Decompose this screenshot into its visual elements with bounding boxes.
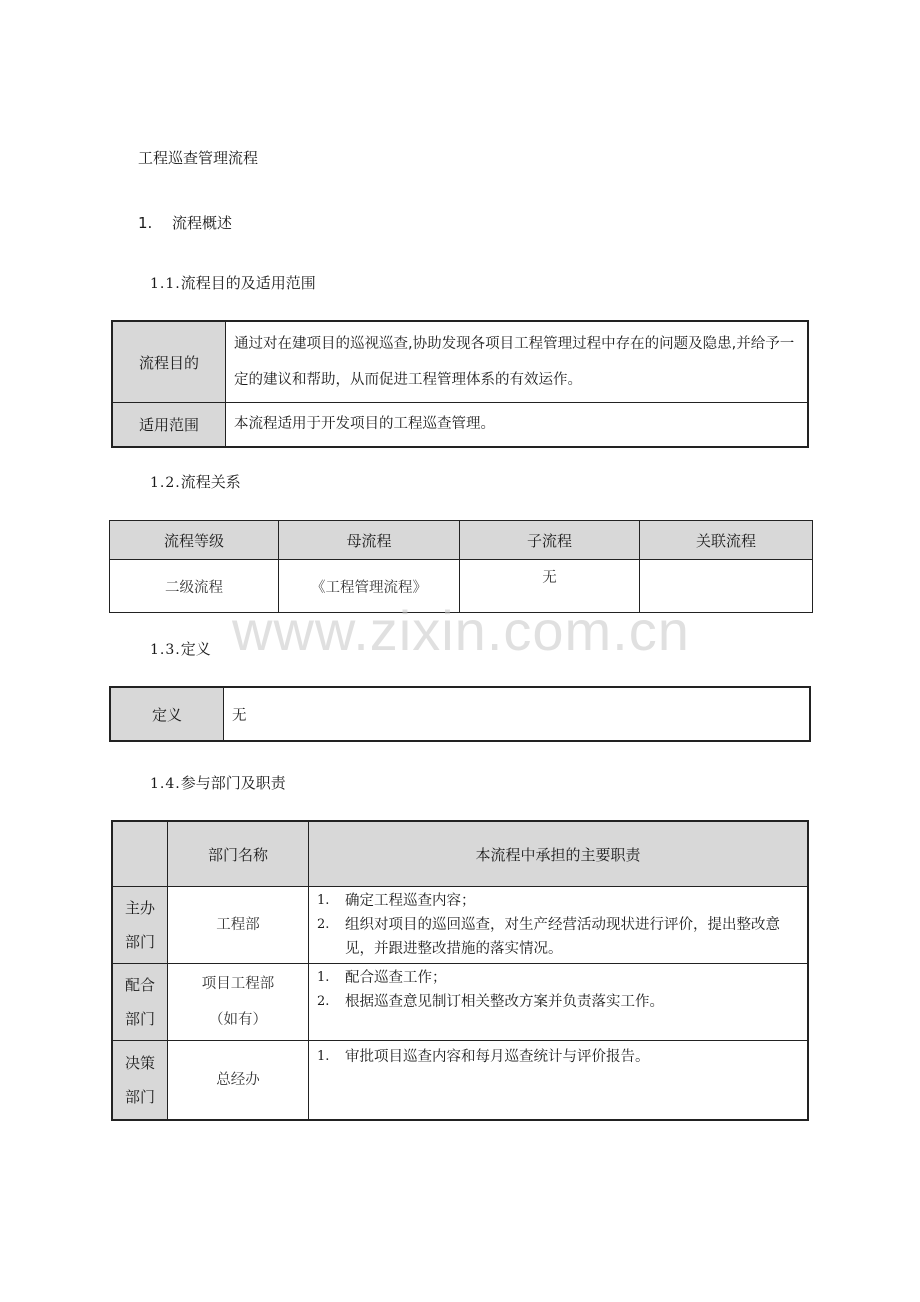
role-line: 配合	[124, 976, 155, 994]
dept-name	[168, 964, 309, 1041]
list-item	[317, 913, 799, 961]
duty-text: 配合巡查工作；	[345, 970, 447, 986]
scope-text: 本流程适用于开发项目的工程巡查管理。	[226, 403, 809, 447]
header-parent: 母流程	[279, 521, 460, 560]
header-dept-name: 部门名称	[168, 821, 309, 887]
scope-label: 适用范围	[112, 403, 226, 447]
section-1-number: 1.	[138, 214, 153, 232]
role-support	[112, 964, 168, 1041]
role-line: 决策	[124, 1054, 155, 1072]
dept-line: （如有）	[209, 1012, 267, 1028]
duties-cell	[309, 1041, 809, 1121]
list-item	[317, 889, 799, 913]
header-blank	[112, 821, 168, 887]
purpose-label: 流程目的	[112, 321, 226, 403]
table-row	[112, 887, 808, 964]
section-1-heading	[138, 212, 232, 233]
list-number: 2.	[317, 917, 330, 932]
section-1-1-heading	[150, 272, 316, 293]
section-1-4-number: 1.4.	[150, 776, 181, 792]
table-row	[112, 1041, 808, 1121]
dept-name: 总经办	[168, 1041, 309, 1121]
list-number: 1.	[317, 970, 330, 985]
duties-cell	[309, 964, 809, 1041]
role-decision	[112, 1041, 168, 1121]
document-title: 工程巡查管理流程	[138, 149, 259, 167]
duty-list	[317, 1045, 799, 1069]
list-number: 1.	[317, 1049, 330, 1064]
role-line: 主办	[124, 899, 155, 917]
header-duties: 本流程中承担的主要职责	[309, 821, 809, 887]
duty-list	[317, 966, 799, 1014]
definition-table	[109, 686, 811, 742]
table-row	[112, 403, 808, 447]
dept-line: 项目工程部	[201, 976, 275, 992]
section-1-3-title: 定义	[180, 640, 211, 658]
list-item	[317, 990, 799, 1014]
list-number: 2.	[317, 994, 330, 1009]
definition-label: 定义	[110, 687, 224, 741]
duty-list	[317, 889, 799, 961]
cell-level: 二级流程	[110, 560, 279, 613]
list-item	[317, 1045, 799, 1069]
section-1-2-title: 流程关系	[180, 473, 241, 491]
section-1-2-number: 1.2.	[150, 475, 181, 491]
table-row	[110, 687, 810, 741]
duty-text: 确定工程巡查内容；	[345, 893, 476, 909]
header-child: 子流程	[460, 521, 640, 560]
section-1-1-title: 流程目的及适用范围	[180, 274, 316, 292]
section-1-1-number: 1.1.	[150, 276, 181, 292]
cell-parent: 《工程管理流程》	[279, 560, 460, 613]
list-item	[317, 966, 799, 990]
section-1-title: 流程概述	[172, 214, 233, 232]
duty-text: 组织对项目的巡回巡查，对生产经营活动现状进行评价，提出整改意见，并跟进整改措施的落实情况。	[345, 917, 780, 957]
departments-table	[111, 820, 809, 1121]
table-header-row	[112, 821, 808, 887]
duties-cell	[309, 887, 809, 964]
cell-child: 无	[460, 560, 640, 613]
role-line: 部门	[124, 1088, 155, 1106]
table-header-row	[110, 521, 813, 560]
watermark: www.zixin.com.cn	[232, 599, 690, 662]
role-line: 部门	[124, 933, 155, 951]
role-host	[112, 887, 168, 964]
table-row	[112, 964, 808, 1041]
table-row	[112, 321, 808, 403]
section-1-4-title: 参与部门及职责	[180, 774, 286, 792]
purpose-scope-table	[111, 320, 809, 448]
section-1-2-heading	[150, 471, 241, 492]
purpose-text: 通过对在建项目的巡视巡查,协助发现各项目工程管理过程中存在的问题及隐患,并给予一定的建议和帮助，从而促进工程管理体系的有效运作。	[226, 321, 809, 403]
list-number: 1.	[317, 893, 330, 908]
header-level: 流程等级	[110, 521, 279, 560]
role-line: 部门	[124, 1010, 155, 1028]
section-1-3-heading	[150, 638, 211, 659]
duty-text: 根据巡查意见制订相关整改方案并负责落实工作。	[345, 994, 664, 1010]
duty-text: 审批项目巡查内容和每月巡查统计与评价报告。	[345, 1049, 650, 1065]
dept-name: 工程部	[168, 887, 309, 964]
header-related: 关联流程	[640, 521, 813, 560]
section-1-4-heading	[150, 772, 286, 793]
definition-text: 无	[224, 687, 811, 741]
section-1-3-number: 1.3.	[150, 642, 181, 658]
